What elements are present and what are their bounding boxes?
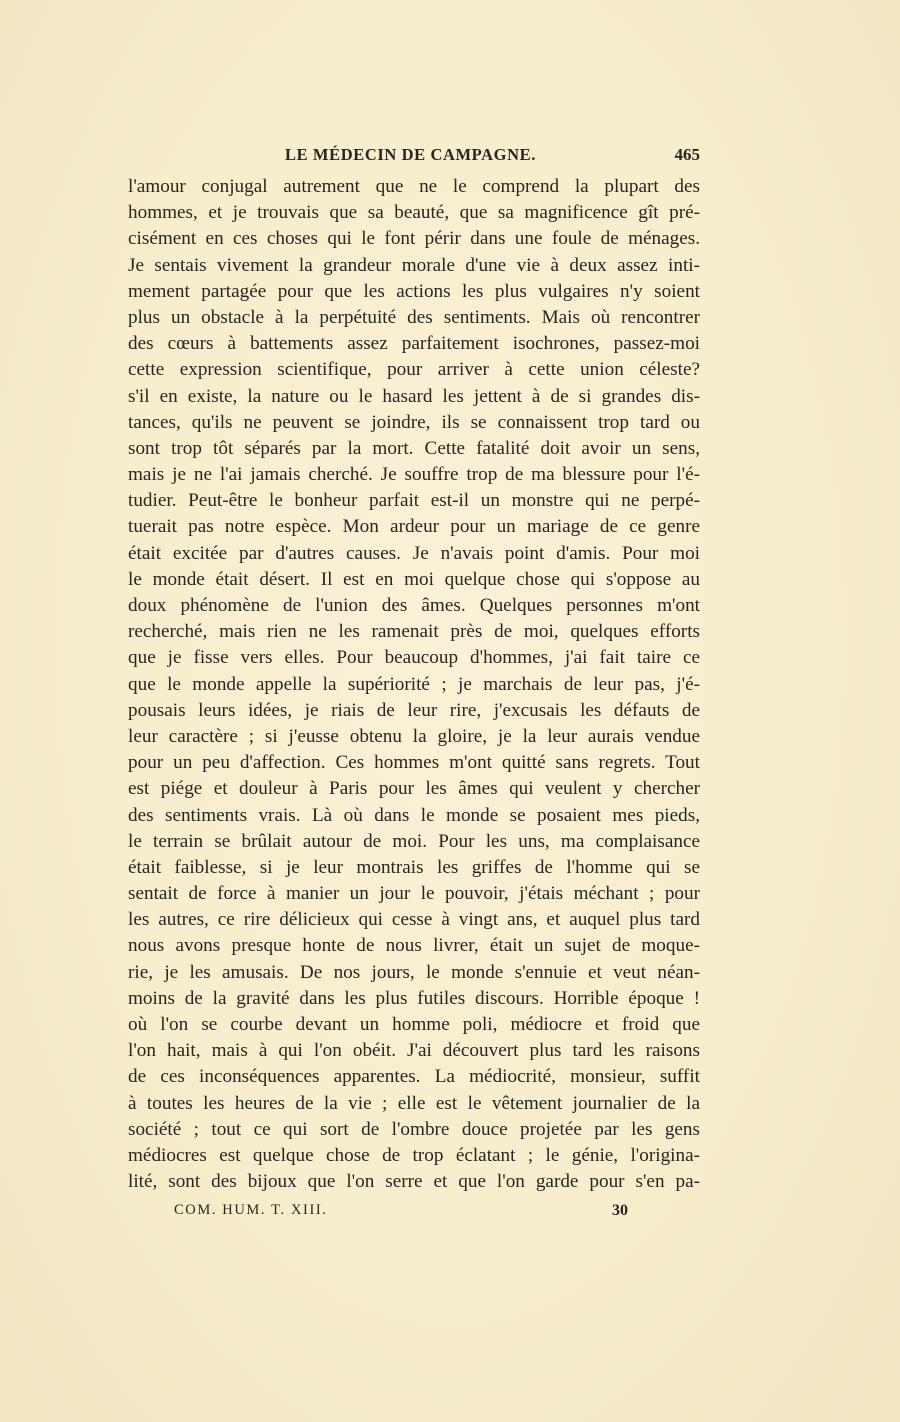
- text-line: était excitée par d'autres causes. Je n'avais point d'amis. Pour moi: [128, 542, 700, 564]
- text-line: où l'on se courbe devant un homme poli, médiocre et froid que: [128, 1014, 700, 1035]
- page-number: 465: [674, 145, 700, 164]
- text-line: les autres, ce rire délicieux qui cesse à vingt ans, et auquel plus tard: [128, 909, 700, 931]
- text-line: le monde était désert. Il est en moi quelque chose qui s'oppose au: [128, 568, 700, 590]
- text-line: que le monde appelle la supériorité ; je marchais de leur pas, j'é-: [128, 673, 700, 695]
- text-line: l'amour conjugal autrement que ne le comprend la plupart des: [128, 176, 700, 197]
- text-line: que je fisse vers elles. Pour beaucoup d'hommes, j'ai fait taire ce: [128, 647, 700, 669]
- running-title: LE MÉDECIN DE CAMPAGNE.: [285, 145, 536, 164]
- text-line: est piége et douleur à Paris pour les âmes qui veulent y chercher: [128, 778, 700, 800]
- text-line: sont trop tôt séparés par la mort. Cette fatalité doit avoir un sens,: [128, 437, 700, 459]
- text-line: moins de la gravité dans les plus futiles discours. Horrible époque !: [128, 987, 700, 1009]
- text-line: tuerait pas notre espèce. Mon ardeur pour un mariage de ce genre: [128, 516, 700, 538]
- text-line: tudier. Peut-être le bonheur parfait est-il un monstre qui ne perpé-: [128, 490, 700, 512]
- text-line: leur caractère ; si j'eusse obtenu la gloire, je la leur aurais vendue: [128, 725, 700, 747]
- text-line: recherché, mais rien ne les ramenait près de moi, quelques efforts: [128, 621, 700, 643]
- text-line: s'il en existe, la nature ou le hasard les jettent à de si grandes dis-: [128, 385, 700, 407]
- text-line: doux phénomène de l'union des âmes. Quelques personnes m'ont: [128, 595, 700, 616]
- signature-mark: COM. HUM. T. XIII.: [174, 1202, 328, 1218]
- signature-number: 30: [612, 1202, 628, 1219]
- text-line: de ces inconséquences apparentes. La médiocrité, monsieur, suffit: [128, 1066, 700, 1088]
- text-line: était faiblesse, si je leur montrais les griffes de l'homme qui se: [128, 856, 700, 878]
- text-line: Je sentais vivement la grandeur morale d'une vie à deux assez inti-: [128, 254, 700, 276]
- text-line: mement partagée pour que les actions les plus vulgaires n'y soient: [128, 280, 700, 302]
- page-header: [128, 145, 700, 171]
- text-line: société ; tout ce qui sort de l'ombre douce projetée par les gens: [128, 1118, 700, 1140]
- text-line: pour un peu d'affection. Ces hommes m'ont quitté sans regrets. Tout: [128, 752, 700, 774]
- text-line: à toutes les heures de la vie ; elle est le vêtement journalier de la: [128, 1092, 700, 1114]
- body-text: [128, 174, 700, 1195]
- text-line: mais je ne l'ai jamais cherché. Je souffre trop de ma blessure pour l'é-: [128, 464, 700, 486]
- text-line: cette expression scientifique, pour arriver à cette union céleste?: [128, 359, 700, 381]
- text-line: plus un obstacle à la perpétuité des sentiments. Mais où rencontrer: [128, 306, 700, 328]
- text-line: sentait de force à manier un jour le pouvoir, j'étais méchant ; pour: [128, 883, 700, 905]
- text-line: nous avons presque honte de nous livrer, était un sujet de moque-: [128, 935, 700, 957]
- text-line: pousais leurs idées, je riais de leur rire, j'excusais les défauts de: [128, 699, 700, 721]
- text-line: le terrain se brûlait autour de moi. Pour les uns, ma complaisance: [128, 830, 700, 852]
- text-line: lité, sont des bijoux que l'on serre et que l'on garde pour s'en pa-: [128, 1171, 700, 1193]
- text-line: tances, qu'ils ne peuvent se joindre, ils se connaissent trop tard ou: [128, 411, 700, 433]
- text-line: l'on hait, mais à qui l'on obéit. J'ai découvert plus tard les raisons: [128, 1040, 700, 1062]
- page-footer: [128, 1202, 700, 1226]
- text-line: cisément en ces choses qui le font périr dans une foule de ménages.: [128, 228, 700, 250]
- text-line: des sentiments vrais. Là où dans le monde se posaient mes pieds,: [128, 804, 700, 826]
- text-line: hommes, et je trouvais que sa beauté, que sa magnificence gît pré-: [128, 202, 700, 224]
- text-line: médiocres est quelque chose de trop éclatant ; le génie, l'origina-: [128, 1144, 700, 1166]
- text-line: rie, je les amusais. De nos jours, le monde s'ennuie et veut néan-: [128, 961, 700, 983]
- text-line: des cœurs à battements assez parfaitement isochrones, passez-moi: [128, 333, 700, 355]
